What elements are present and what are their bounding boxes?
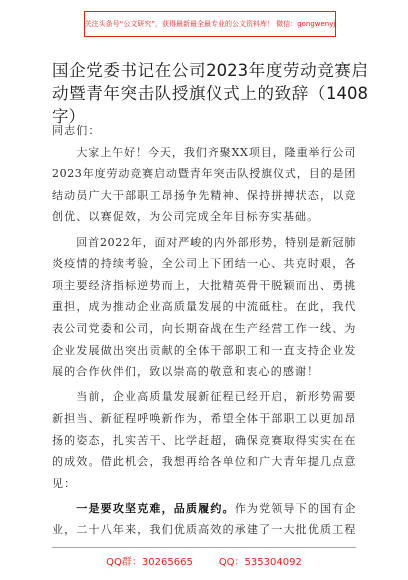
paragraph-line: 表公司党委和公司，向长期奋战在生产经营工作一线、为 (52, 321, 356, 335)
document-title (52, 59, 368, 128)
paragraph-line: 见： (52, 476, 77, 490)
title-line: 国企党委书记在公司2023年度劳动竞赛启 (52, 61, 368, 80)
title-line: 字） (52, 107, 85, 126)
footer-divider (52, 547, 356, 548)
salutation: 同志们： (52, 124, 101, 137)
paragraph-point-one (52, 498, 356, 541)
paragraph-line: 展的合作伙伴们，致以崇高的敬意和衷心的感谢！ (52, 365, 320, 379)
paragraph-line (52, 498, 356, 520)
paragraph-line: 当前，企业高质量发展新征程已经开启，新形势需要 (76, 390, 356, 404)
paragraph-line: 结动员广大干部职工昂扬争先精神、保持拼搏状态，以竞 (52, 188, 356, 202)
paragraph-line: 业，二十八年来，我们优质高效的承建了一大批优质工程 (52, 523, 356, 537)
paragraph-line: 重担，成为推动企业高质量发展的中流砥柱。在此，我代 (52, 300, 356, 314)
paragraph (52, 142, 356, 228)
paragraph-line: 新担当、新征程呼唤新作为，希望全体干部职工以更加昂 (52, 411, 356, 425)
paragraph-line: 企业发展做出突出贡献的全体干部职工和一直支持企业发 (52, 343, 356, 357)
title-line: 动暨青年突击队授旗仪式上的致辞（1408 (52, 84, 368, 103)
page-footer (0, 553, 408, 568)
paragraph-line: 创优、以赛促效，为公司完成全年目标夯实基础。 (52, 210, 320, 224)
point-text: 作为党领导下的国有企 (234, 501, 356, 515)
footer-qq: QQ：535304092 (218, 557, 302, 568)
paragraph (52, 386, 356, 494)
paragraph-line: 的成效。借此机会，我想再给各单位和广大青年提几点意 (52, 455, 356, 469)
paragraph-line: 炎疫情的持续考验，全公司上下团结一心、共克时艰，各 (52, 257, 356, 271)
point-heading: 一是要攻坚克难，品质履约。 (76, 501, 235, 515)
document-body (52, 120, 356, 541)
paragraph-line: 项主要经济指标逆势而上，大批精英骨干脱颖而出、勇挑 (52, 278, 356, 292)
paragraph-line: 大家上午好！今天，我们齐聚XX项目，隆重举行公司 (76, 145, 356, 159)
paragraph (52, 232, 356, 383)
paragraph-line: 回首2022年，面对严峻的内外部形势，特别是新冠肺 (76, 235, 356, 249)
footer-qq-group: QQ群：30265665 (106, 557, 193, 568)
promo-banner (84, 11, 336, 37)
paragraph-line: 2023年度劳动竞赛启动暨青年突击队授旗仪式，目的是团 (52, 167, 356, 181)
paragraph-line: 扬的姿态，扎实苦干、比学赶超，确保竞赛取得实实在在 (52, 433, 356, 447)
promo-banner-text: 关注头条号“公文研究”，获得最新最全最专业的公文资料库！ 微信：gongwenyj (84, 19, 336, 28)
